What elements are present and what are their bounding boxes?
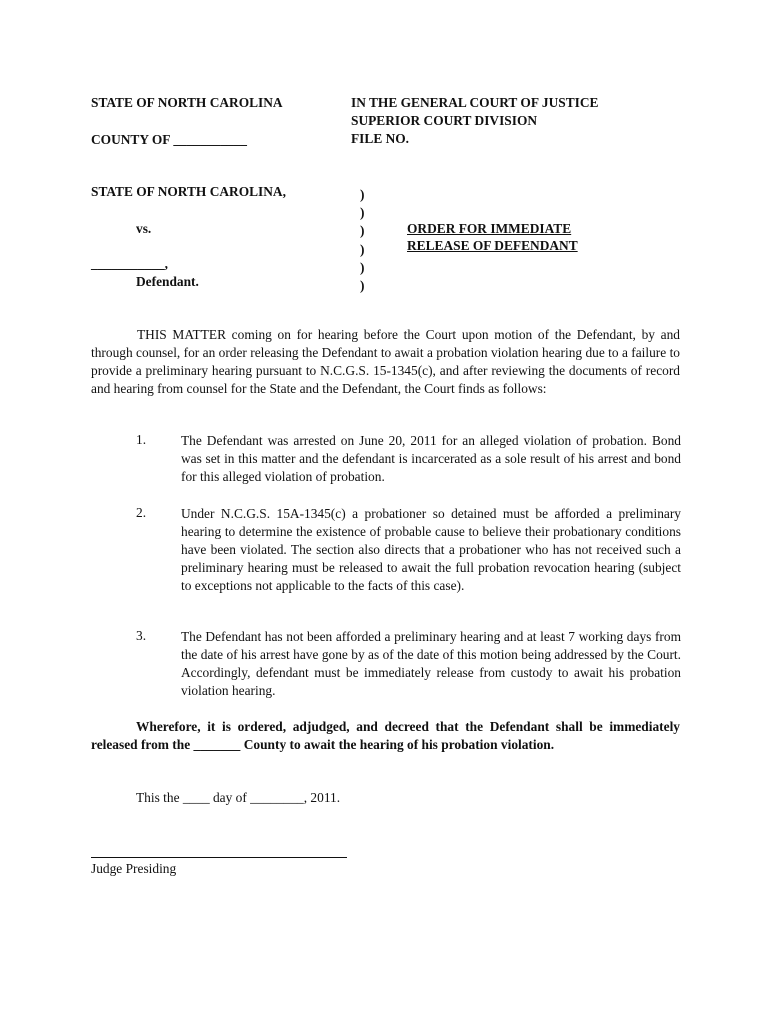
title-line-1: ORDER FOR IMMEDIATE: [407, 221, 572, 236]
judge-label: Judge Presiding: [91, 861, 177, 876]
versus-label: vs.: [136, 221, 152, 236]
wherefore-clause: Wherefore, it is ordered, adjudged, and decreed that the Defendant shall be immediately released from the _______ County to await the hearing of his probation violation.: [91, 719, 680, 752]
plaintiff-name: STATE OF NORTH CAROLINA,: [91, 184, 286, 199]
division-heading: SUPERIOR COURT DIVISION: [351, 113, 538, 128]
finding-text: The Defendant has not been afforded a preliminary hearing and at least 7 working days from the date of his arrest have gone by as of the date of this motion being addressed by the Court. Accordingly, defendant must be immediately release from custody to await his probation violation hearing.: [181, 629, 681, 699]
signature-line: [91, 857, 347, 858]
caption-brackets: [360, 186, 364, 295]
finding-text: Under N.C.G.S. 15A-1345(c) a probationer so detained must be afforded a preliminary hearing to determine the existence of probable cause to believe their probationary conditions have been violated. The section also directs that a probationer who has not received such a preliminary hearing must be released to await the full probation revocation hearing (subject to exceptions not applicable to the facts of this case).: [181, 506, 681, 594]
bracket: ): [360, 223, 365, 239]
defendant-blank: ___________,: [91, 256, 168, 271]
bracket: ): [360, 259, 365, 275]
county-heading: COUNTY OF ___________: [91, 132, 247, 147]
header-left: [91, 94, 341, 149]
defendant-label: Defendant.: [136, 274, 199, 289]
bracket: ): [360, 187, 365, 202]
finding-number: 3.: [136, 628, 147, 643]
court-heading: IN THE GENERAL COURT OF JUSTICE: [351, 95, 599, 110]
intro-paragraph: THIS MATTER coming on for hearing before the Court upon motion of the Defendant, by and through counsel, for an order releasing the Defendant to await a probation violation hearing due to a failure to provide a preliminary hearing pursuant to N.C.G.S. 15-1345(c), and after reviewing the documents of record and hearing from counsel for the State and the Defendant, the Court finds as follows:: [91, 327, 680, 396]
finding-text: The Defendant was arrested on June 20, 2011 for an alleged violation of probation. Bond was set in this matter and the defendant is incarcerated as a sole result of his arrest and bond for this alleged violation of probation.: [181, 433, 681, 485]
state-heading: STATE OF NORTH CAROLINA: [91, 95, 283, 110]
bracket: ): [360, 241, 365, 257]
finding-number: 1.: [136, 432, 147, 447]
bracket: ): [360, 205, 365, 221]
file-number: FILE NO.: [351, 131, 410, 146]
finding-number: 2.: [136, 505, 147, 520]
header-right: [351, 94, 681, 148]
title-line-2: RELEASE OF DEFENDANT: [407, 238, 578, 253]
bracket: ): [360, 278, 365, 294]
document-title: [407, 220, 578, 254]
date-line: This the ____ day of ________, 2011.: [136, 790, 341, 805]
